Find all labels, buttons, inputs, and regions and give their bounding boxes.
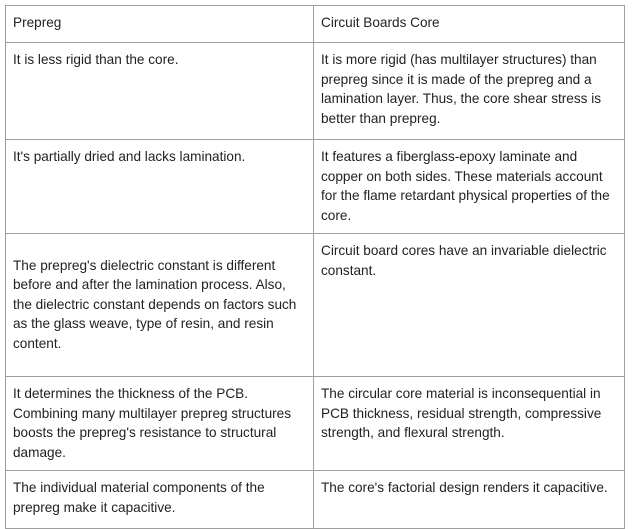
header-prepreg: Prepreg xyxy=(6,6,314,43)
comparison-table xyxy=(5,5,625,529)
core-cell: It is more rigid (has multilayer structures) than prepreg since it is made of the prepreg and a lamination layer. Thus, the core shear stress is better than prepreg. xyxy=(314,43,625,140)
prepreg-cell: The individual material components of the prepreg make it capacitive. xyxy=(6,471,314,529)
table-row xyxy=(6,471,625,529)
core-cell: It features a fiberglass-epoxy laminate and copper on both sides. These materials account for the flame retardant physical properties of the core. xyxy=(314,140,625,234)
table-header-row xyxy=(6,6,625,43)
header-circuit-boards-core: Circuit Boards Core xyxy=(314,6,625,43)
table-row xyxy=(6,234,625,377)
table-row xyxy=(6,377,625,471)
table-row xyxy=(6,43,625,140)
prepreg-cell: It determines the thickness of the PCB. Combining many multilayer prepreg structures boosts the prepreg's resistance to structural damage. xyxy=(6,377,314,471)
prepreg-cell: The prepreg's dielectric constant is different before and after the lamination process. Also, the dielectric constant depends on factors such as the glass weave, type of resin, and resin content. xyxy=(6,234,314,377)
prepreg-cell: It's partially dried and lacks lamination. xyxy=(6,140,314,234)
core-cell: The core's factorial design renders it capacitive. xyxy=(314,471,625,529)
core-cell: The circular core material is inconsequential in PCB thickness, residual strength, compressive strength, and flexural strength. xyxy=(314,377,625,471)
table-row xyxy=(6,140,625,234)
prepreg-cell: It is less rigid than the core. xyxy=(6,43,314,140)
core-cell: Circuit board cores have an invariable dielectric constant. xyxy=(314,234,625,377)
